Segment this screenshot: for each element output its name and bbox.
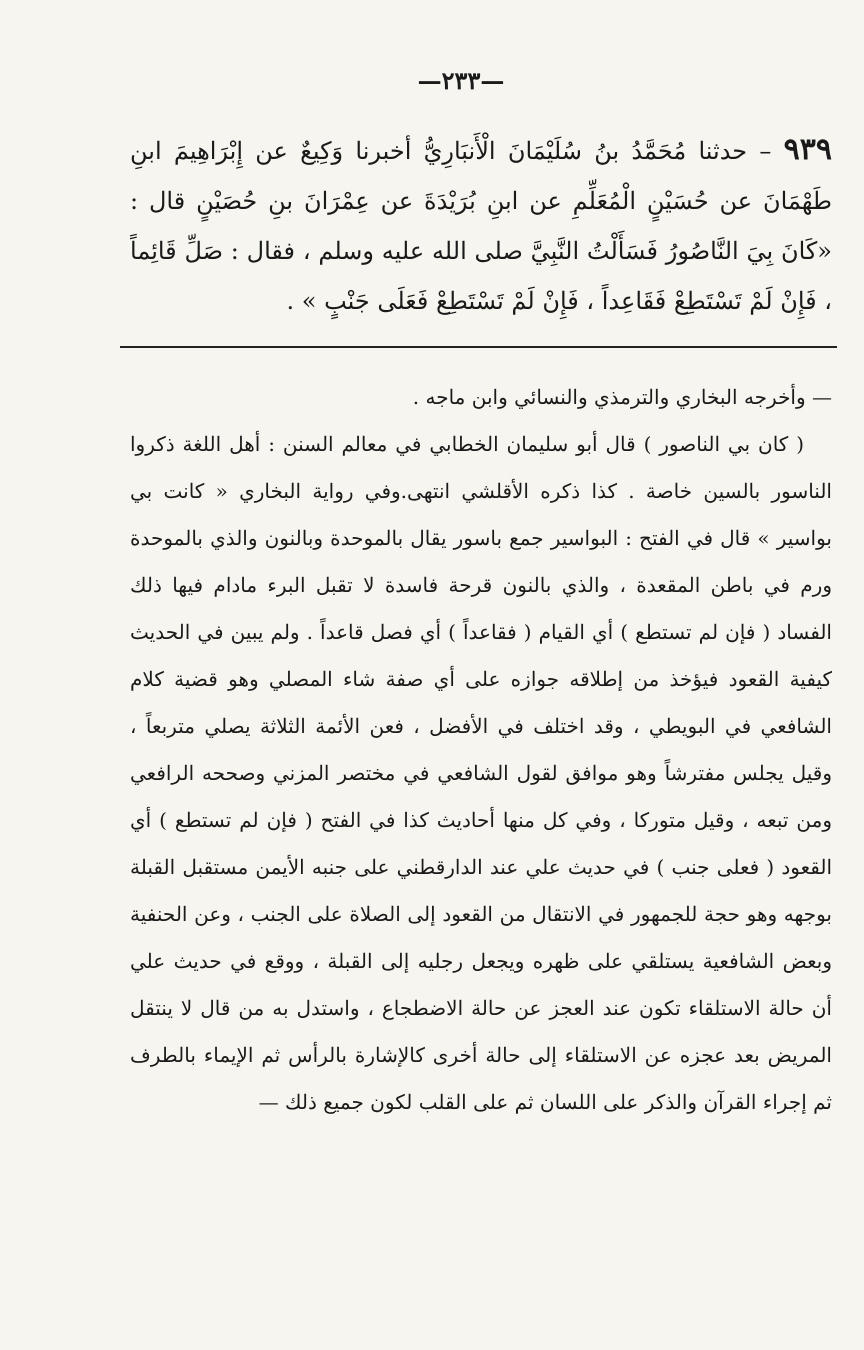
takhrij-line: — وأخرجه البخاري والترمذي والنسائي وابن ماجه . [412, 385, 832, 409]
hadith-number: ٩٣٩ [783, 132, 832, 167]
hadith-paragraph [130, 125, 832, 326]
commentary-body: ( كان بي الناصور ) قال أبو سليمان الخطابي في معالم السنن : أهل اللغة ذكروا الناسور بالسين خاصة . كذا ذكره الأقلشي انتهى.وفي رواية البخاري « كانت بي بواسير » قال في الفتح : البواسير جمع باسور يقال بالموحدة وبالنون والذي بالموحدة ورم في باطن المقعدة ، والذي بالنون قرحة فاسدة لا تقبل البرء مادام فيها ذلك الفساد ( فإن لم تستطع ) أي القيام ( فقاعداً ) أي فصل قاعداً . ولم يبين في الحديث كيفية القعود فيؤخذ من إطلاقه جوازه على أي صفة شاء المصلي وهو قضية كلام الشافعي في البويطي ، وقد اختلف في الأفضل ، فعن الأئمة الثلاثة يصلي متربعاً ، وقيل يجلس مفترشاً وهو موافق لقول الشافعي في مختصر المزني وصححه الرافعي ومن تبعه ، وقيل متوركا ، وفي كل منها أحاديث كذا في الفتح ( فإن لم تستطع ) أي القعود ( فعلى جنب ) في حديث علي عند الدارقطني على جنبه الأيمن مستقبل القبلة بوجهه وهو حجة للجمهور في الانتقال من القعود إلى الصلاة على الجنب ، وعن الحنفية وبعض الشافعية يستلقي على ظهره ويجعل رجليه إلى القبلة ، ووقع في حديث علي أن حالة الاستلقاء تكون عند العجز عن حالة الاضطجاع ، واستدل به من قال لا ينتقل المريض بعد عجزه عن الاستلقاء إلى حالة أخرى كالإشارة بالرأس ثم الإيماء بالطرف ثم إجراء القرآن والذكر على اللسان ثم على القلب لكون جميع ذلك — [130, 432, 832, 1114]
page-number: —٢٣٣— [417, 66, 505, 95]
section-divider [120, 346, 837, 348]
commentary-section [130, 374, 832, 1126]
hadith-text: – حدثنا مُحَمَّدُ بنُ سُلَيْمَانَ الْأَنبَارِيُّ أخبرنا وَكِيعٌ عن إِبْرَاهِيمَ ابنِ طَهْمَانَ عن حُسَيْنٍ الْمُعَلِّمِ عن ابنِ بُرَيْدَةَ عن عِمْرَانَ بنِ حُصَيْنٍ قال : «كَانَ بِيَ النَّاصُورُ فَسَأَلْتُ النَّبِيَّ صلى الله عليه وسلم ، فقال : صَلِّ قَائِماً ، فَإِنْ لَمْ تَسْتَطِعْ فَقَاعِداً ، فَإِنْ لَمْ تَسْتَطِعْ فَعَلَى جَنْبٍ » . [130, 137, 832, 315]
